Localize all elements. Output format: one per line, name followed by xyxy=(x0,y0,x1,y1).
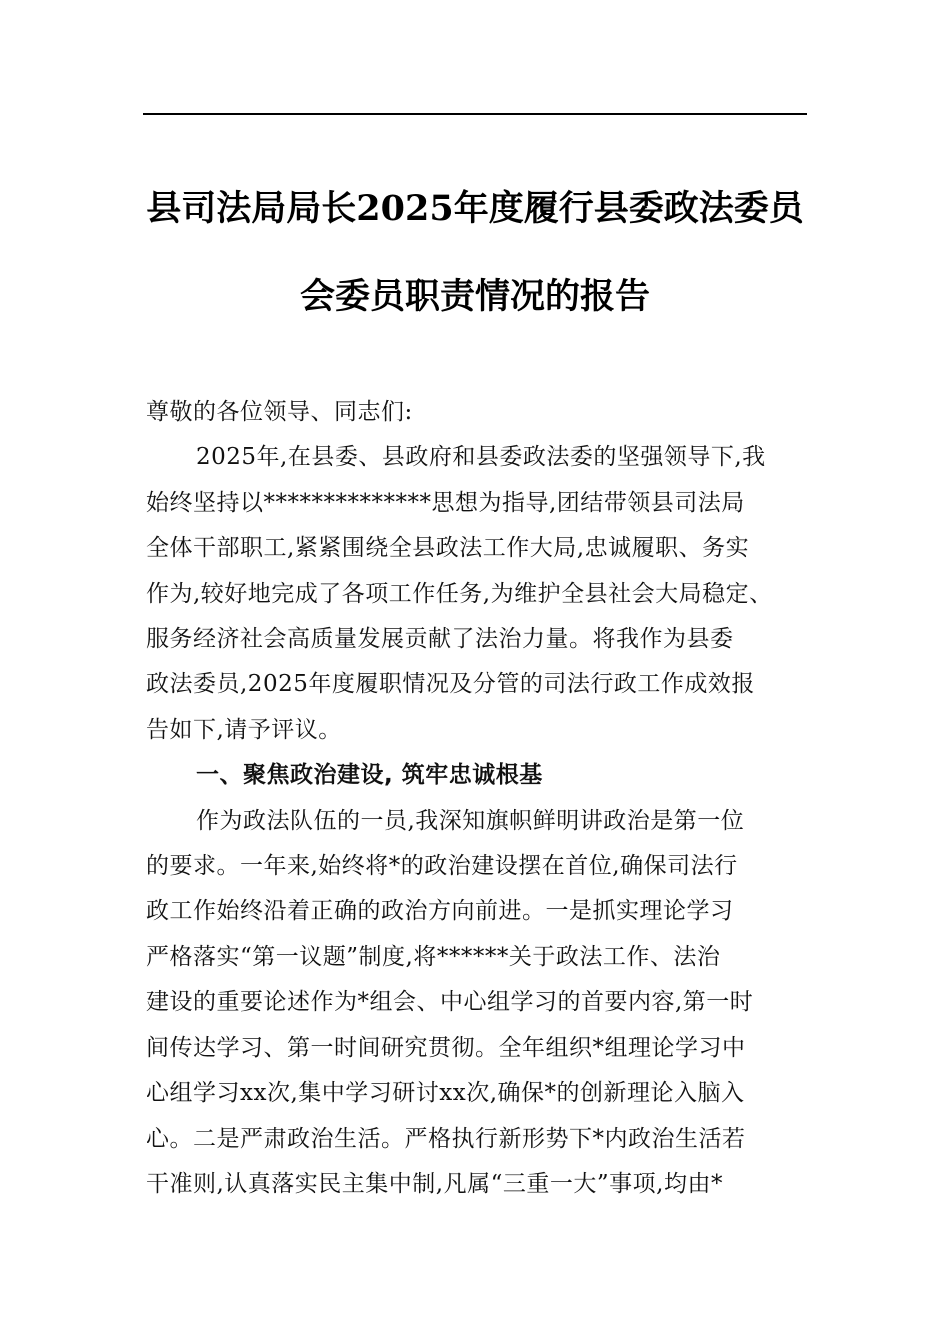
paragraph-line: 干准则,认真落实民主集中制,凡属“三重一大”事项,均由* xyxy=(146,1170,723,1197)
title-line: 县司法局局长2025年度履行县委政法委员 xyxy=(146,188,804,229)
paragraph-line: 心组学习xx次,集中学习研讨xx次,确保*的创新理论入脑入 xyxy=(146,1080,745,1107)
paragraph-line: 建设的重要论述作为*组会、中心组学习的首要内容,第一时 xyxy=(146,989,754,1016)
paragraph-line: 心。二是严肃政治生活。严格执行新形势下*内政治生活若 xyxy=(146,1125,746,1152)
paragraph-line: 严格落实“第一议题”制度,将******关于政法工作、法治 xyxy=(146,943,721,970)
title-line: 会委员职责情况的报告 xyxy=(299,276,650,317)
paragraph-line: 作为,较好地完成了各项工作任务,为维护全县社会大局稳定、 xyxy=(146,580,773,607)
paragraph-line: 作为政法队伍的一员,我深知旗帜鲜明讲政治是第一位 xyxy=(196,807,745,834)
paragraph-line: 服务经济社会高质量发展贡献了法治力量。将我作为县委 xyxy=(146,626,734,653)
paragraph-line: 间传达学习、第一时间研究贯彻。全年组织*组理论学习中 xyxy=(146,1034,746,1061)
document-title xyxy=(120,165,830,341)
paragraph-line: 的要求。一年来,始终将*的政治建设摆在首位,确保司法行 xyxy=(146,853,738,880)
paragraph-line: 告如下,请予评议。 xyxy=(146,716,342,743)
header-rule xyxy=(143,113,807,115)
paragraph-line: 政法委员,2025年度履职情况及分管的司法行政工作成效报 xyxy=(146,671,755,698)
document-body xyxy=(146,390,806,1207)
section-heading: 一、聚焦政治建设, 筑牢忠诚根基 xyxy=(196,762,543,789)
paragraph-line: 2025年,在县委、县政府和县委政法委的坚强领导下,我 xyxy=(196,444,766,471)
salutation: 尊敬的各位领导、同志们: xyxy=(146,399,413,425)
paragraph-line: 政工作始终沿着正确的政治方向前进。一是抓实理论学习 xyxy=(146,898,734,925)
paragraph-line: 始终坚持以**************思想为指导,团结带领县司法局 xyxy=(146,489,745,516)
paragraph-line: 全体干部职工,紧紧围绕全县政法工作大局,忠诚履职、务实 xyxy=(146,535,750,562)
